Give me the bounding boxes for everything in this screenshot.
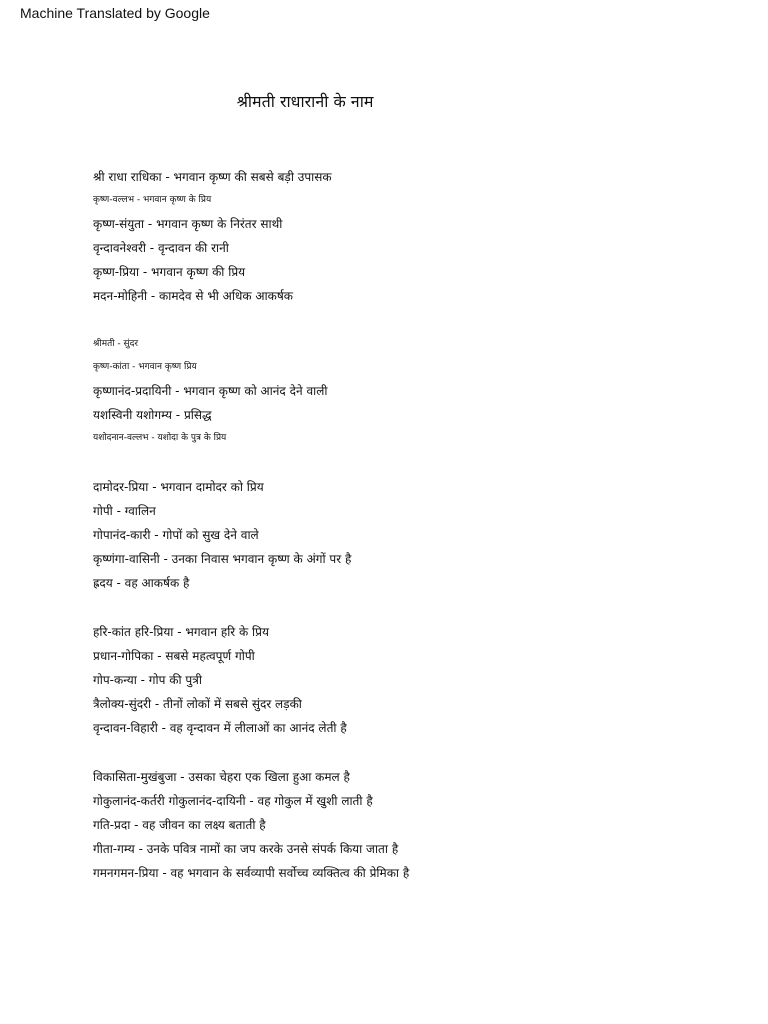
name-entry: गति-प्रदा - वह जीवन का लक्ष्य बताती है [93,818,266,832]
name-entry: श्रीमती - सुंदर [93,339,139,349]
name-entry: कृष्णानंद-प्रदायिनी - भगवान कृष्ण को आनंद देने वाली [93,384,328,398]
name-entry: त्रैलोक्य-सुंदरी - तीनों लोकों में सबसे सुंदर लड़की [93,697,302,711]
group-spacer [93,308,733,333]
name-entry: गोपी - ग्वालिन [93,504,156,518]
name-entry: विकासिता-मुखंबुजा - उसका चेहरा एक खिला हुआ कमल है [93,770,350,784]
name-entry: कृष्ण-वल्लभ - भगवान कृष्ण के प्रिय [93,195,212,205]
name-entry: गमनगमन-प्रिया - वह भगवान के सर्वव्यापी सर्वोच्च व्यक्तित्व की प्रेमिका है [93,866,410,880]
name-group [93,165,733,308]
name-entry: कृष्ण-कांता - भगवान कृष्ण प्रिय [93,362,197,372]
name-entry: ह्रदय - वह आकर्षक है [93,576,190,590]
name-entry: कृष्ण-प्रिया - भगवान कृष्ण की प्रिय [93,265,246,279]
machine-translation-banner: Machine Translated by Google [20,5,210,21]
name-entry: गोकुलानंद-कर्तरी गोकुलानंद-दायिनी - वह गोकुल में खुशी लाती है [93,794,373,808]
name-group [93,765,733,885]
name-entry: गोपानंद-कारी - गोपों को सुख देने वाले [93,528,259,542]
names-list [93,165,733,885]
name-group [93,620,733,740]
name-entry: प्रधान-गोपिका - सबसे महत्वपूर्ण गोपी [93,649,255,663]
name-entry: मदन-मोहिनी - कामदेव से भी अधिक आकर्षक [93,289,293,303]
document-title: श्रीमती राधारानी के नाम [236,92,374,111]
group-spacer [93,595,733,620]
name-entry: वृन्दावनेश्वरी - वृन्दावन की रानी [93,241,229,255]
name-entry: यशोदनान-वल्लभ - यशोदा के पुत्र के प्रिय [93,433,227,443]
name-entry: यशस्विनी यशोगम्य - प्रसिद्ध [93,408,212,422]
name-entry: गोप-कन्या - गोप की पुत्री [93,673,202,687]
name-group [93,333,733,450]
group-spacer [93,740,733,765]
name-entry: श्री राधा राधिका - भगवान कृष्ण की सबसे बड़ी उपासक [93,170,332,184]
name-entry: कृष्ण-संयुता - भगवान कृष्ण के निरंतर साथी [93,217,283,231]
name-entry: कृष्णंगा-वासिनी - उनका निवास भगवान कृष्ण के अंगों पर है [93,552,352,566]
name-entry: हरि-कांत हरि-प्रिया - भगवान हरि के प्रिय [93,625,269,639]
name-group [93,475,733,595]
group-spacer [93,450,733,475]
name-entry: वृन्दावन-विहारी - वह वृन्दावन में लीलाओं का आनंद लेती है [93,721,347,735]
name-entry: दामोदर-प्रिया - भगवान दामोदर को प्रिय [93,480,264,494]
name-entry: गीता-गम्य - उनके पवित्र नामों का जप करके उनसे संपर्क किया जाता है [93,842,399,856]
